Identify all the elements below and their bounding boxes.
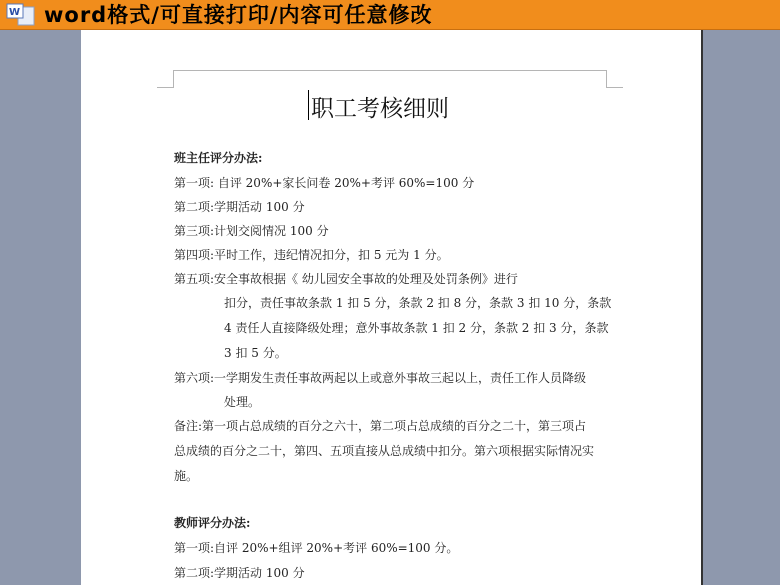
text-cursor xyxy=(308,90,309,120)
paragraph-line: 处理。 xyxy=(224,395,261,409)
svg-text:W: W xyxy=(9,7,21,18)
word-document-icon xyxy=(6,3,36,26)
document-page xyxy=(81,30,703,585)
paragraph-line: 第一项: 自评 20%+家长问卷 20%+考评 60%=100 分 xyxy=(174,176,475,190)
document-title[interactable]: 职工考核细则 xyxy=(311,96,449,122)
margin-mark-right xyxy=(607,87,623,88)
margin-mark-left xyxy=(157,87,173,88)
paragraph-line: 总成绩的百分之二十，第四、五项直接从总成绩中扣分。第六项根据实际情况实 xyxy=(174,444,595,458)
paragraph-line: 施。 xyxy=(174,469,199,483)
paragraph-line: 第四项:平时工作，违纪情况扣分，扣 5 元为 1 分。 xyxy=(174,248,449,262)
header-margin-mark xyxy=(173,70,607,88)
paragraph-line: 第二项:学期活动 100 分 xyxy=(174,200,305,214)
banner-text: word格式/可直接打印/内容可任意修改 xyxy=(44,3,433,27)
paragraph-line: 备注:第一项占总成绩的百分之六十，第二项占总成绩的百分之二十，第三项占 xyxy=(174,419,587,433)
paragraph-line: 第六项:一学期发生责任事故两起以上或意外事故三起以上，责任工作人员降级 xyxy=(174,371,587,385)
paragraph-line: 第一项:自评 20%+组评 20%+考评 60%=100 分。 xyxy=(174,541,459,555)
section-heading: 教师评分办法: xyxy=(174,516,251,530)
paragraph-line: 第五项:安全事故根据《 幼儿园安全事故的处理及处罚条例》进行 xyxy=(174,272,518,286)
paragraph-line: 4 责任人直接降级处理；意外事故条款 1 扣 2 分，条款 2 扣 3 分，条款 xyxy=(224,321,609,335)
paragraph-line: 3 扣 5 分。 xyxy=(224,346,287,360)
paragraph-line: 第三项:计划交阅情况 100 分 xyxy=(174,224,329,238)
section-heading: 班主任评分办法: xyxy=(174,151,263,165)
paragraph-line: 扣分，责任事故条款 1 扣 5 分，条款 2 扣 8 分，条款 3 扣 10 分，条款 xyxy=(224,296,612,310)
banner xyxy=(0,0,780,30)
paragraph-line: 第二项:学期活动 100 分 xyxy=(174,566,305,580)
